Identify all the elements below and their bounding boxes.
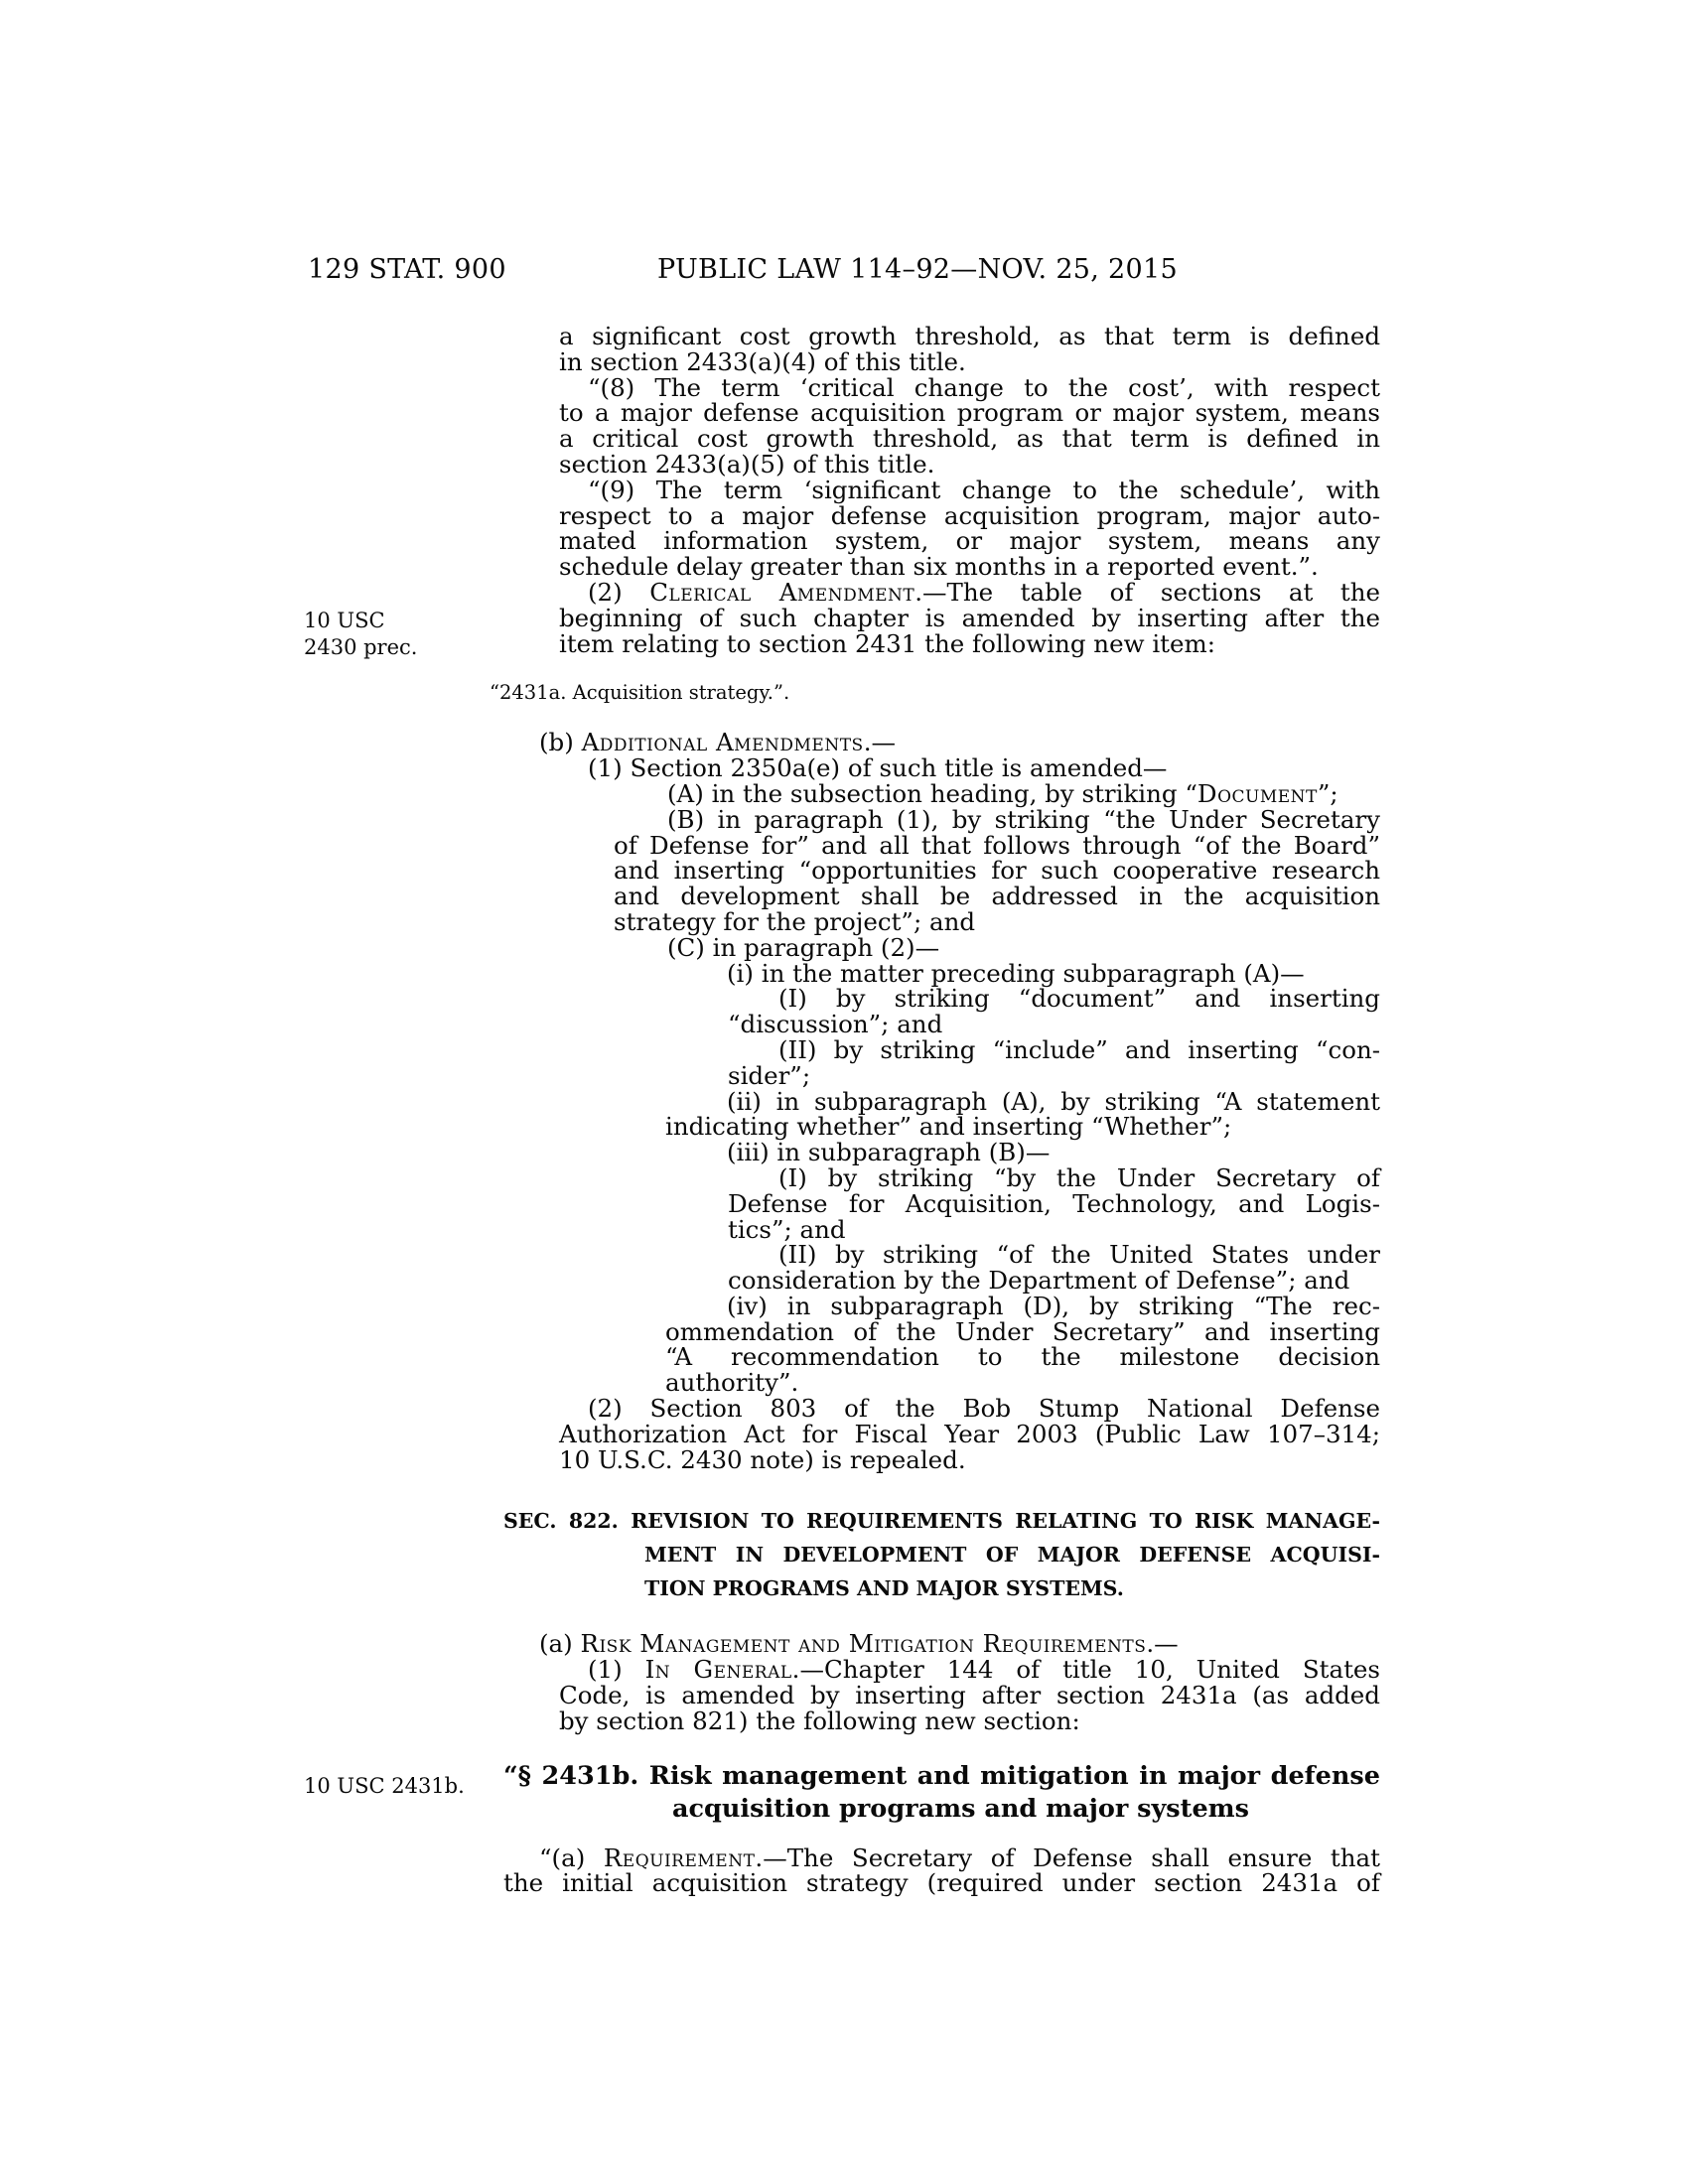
text-line xyxy=(503,603,1380,632)
text-segment: “A recommendation to the milestone decision xyxy=(665,1342,1380,1372)
small-caps-text: Document xyxy=(1196,778,1318,808)
text-segment: (II) by striking “of the United States under xyxy=(778,1240,1380,1270)
text-line xyxy=(503,1683,1380,1708)
text-segment: (2) Section 803 of the Bob Stump National Defense xyxy=(588,1394,1380,1424)
text-segment: MENT IN DEVELOPMENT OF MAJOR DEFENSE ACQUISI- xyxy=(644,1543,1380,1568)
text-line xyxy=(503,1760,1380,1793)
text-line xyxy=(503,906,1380,936)
text-line xyxy=(503,500,1380,530)
text-line xyxy=(503,1538,1380,1571)
text-line xyxy=(503,1162,1380,1192)
text-segment: sider”; xyxy=(728,1060,811,1090)
margin-note-usc-2430-prec xyxy=(304,608,417,661)
text-line xyxy=(503,554,1380,580)
text-segment: Code, is amended by inserting after section 2431a (as added xyxy=(559,1681,1380,1710)
text-segment: section 2433(a)(5) of this title. xyxy=(559,449,935,478)
text-line xyxy=(503,346,1380,376)
text-line xyxy=(503,1504,1380,1538)
text-segment: (i) in the matter preceding subparagraph (A)— xyxy=(727,958,1305,988)
running-header-law-title: PUBLIC LAW 114–92—NOV. 25, 2015 xyxy=(657,254,1178,285)
text-segment: (1) Section 2350a(e) of such title is amended— xyxy=(588,753,1168,783)
text-line xyxy=(503,577,1380,607)
text-segment: .—The table of sections at the xyxy=(914,577,1380,607)
text-line xyxy=(503,1268,1380,1294)
text-segment: ommendation of the Under Secretary” and inserting xyxy=(665,1316,1380,1346)
text-line xyxy=(503,628,1380,658)
text-segment: Authorization Act for Fiscal Year 2003 (Public Law 107–314; xyxy=(559,1419,1380,1448)
text-line xyxy=(503,1316,1380,1346)
text-line xyxy=(503,730,1380,755)
text-segment: SEC. 822. REVISION TO REQUIREMENTS RELATING TO RISK MANAGE- xyxy=(503,1509,1380,1534)
text-line xyxy=(503,932,1380,962)
text-line xyxy=(503,1419,1380,1448)
text-segment: indicating whether” and inserting “Whether”; xyxy=(665,1112,1232,1142)
text-segment: 10 U.S.C. 2430 note) is repealed. xyxy=(559,1444,966,1474)
statute-body-text xyxy=(490,322,1380,1898)
text-segment: “2431a. Acquisition strategy.”. xyxy=(490,681,790,705)
small-caps-text: Clerical Amendment xyxy=(649,577,915,607)
text-segment: beginning of such chapter is amended by inserting after the xyxy=(559,603,1380,632)
small-caps-text: Risk Management and Mitigation Requirements xyxy=(580,1629,1147,1659)
text-segment: (I) by striking “document” and inserting xyxy=(778,984,1380,1014)
text-line xyxy=(503,1140,1380,1165)
text-line xyxy=(503,475,1380,504)
text-segment: (iv) in subparagraph (D), by striking “The rec- xyxy=(727,1291,1380,1320)
text-line xyxy=(503,1631,1380,1657)
text-line xyxy=(503,1571,1380,1605)
text-line xyxy=(503,1242,1380,1268)
text-segment: (II) by striking “include” and inserting “con- xyxy=(778,1034,1380,1064)
text-segment: (I) by striking “by the Under Secretary of xyxy=(778,1162,1380,1192)
text-line xyxy=(503,1845,1380,1871)
text-segment: (C) in paragraph (2)— xyxy=(667,932,940,962)
text-line xyxy=(503,1114,1380,1140)
text-segment: and inserting “opportunities for such cooperative research xyxy=(614,856,1380,886)
text-line xyxy=(503,986,1380,1012)
text-line xyxy=(503,1214,1380,1244)
text-line xyxy=(503,1657,1380,1683)
text-segment: (ii) in subparagraph (A), by striking “A statement xyxy=(727,1086,1380,1116)
text-segment: to a major defense acquisition program or major system, means xyxy=(559,398,1380,428)
small-caps-text: Requirement xyxy=(603,1843,756,1872)
text-segment: Defense for Acquisition, Technology, and Logis- xyxy=(728,1188,1380,1218)
page-number-stat-label: 129 STAT. 900 xyxy=(308,254,506,285)
text-segment: (a) xyxy=(539,1629,581,1659)
text-segment: acquisition programs and major systems xyxy=(672,1793,1250,1824)
text-line xyxy=(503,1444,1380,1474)
text-line xyxy=(503,1870,1380,1896)
text-line xyxy=(503,1793,1380,1826)
text-segment: mated information system, or major system, means any xyxy=(559,526,1380,556)
text-line xyxy=(490,682,1380,704)
text-line xyxy=(503,858,1380,884)
margin-note-usc-2431b xyxy=(304,1773,465,1800)
text-line xyxy=(503,1060,1380,1090)
text-line xyxy=(503,1291,1380,1320)
text-segment: (A) in the subsection heading, by striking “ xyxy=(667,778,1197,808)
text-segment: schedule delay greater than six months in a reported event.”. xyxy=(559,552,1319,582)
text-segment: (B) in paragraph (1), by striking “the Under Secretary xyxy=(667,804,1380,834)
text-line xyxy=(503,1086,1380,1116)
text-segment: .—Chapter 144 of title 10, United States xyxy=(791,1655,1380,1685)
text-segment: “§ 2431b. Risk management and mitigation in major defense xyxy=(503,1760,1380,1791)
text-segment: TION PROGRAMS AND MAJOR SYSTEMS. xyxy=(644,1576,1124,1601)
text-line xyxy=(503,1012,1380,1037)
small-caps-text: Additional Amendments xyxy=(581,728,864,757)
text-line xyxy=(503,1188,1380,1218)
margin-note-line: 2430 prec. xyxy=(304,635,418,659)
text-line xyxy=(503,1396,1380,1422)
text-line xyxy=(503,1344,1380,1370)
text-segment: “(8) The term ‘critical change to the cost’, with respect xyxy=(588,372,1380,402)
text-segment: .— xyxy=(863,728,896,757)
text-segment: ”; xyxy=(1317,778,1338,808)
text-segment: and development shall be addressed in the acquisition xyxy=(614,882,1380,911)
text-line xyxy=(503,1034,1380,1064)
text-segment: authority”. xyxy=(665,1368,799,1398)
text-segment: item relating to section 2431 the following new item: xyxy=(559,628,1216,658)
text-segment: “(a) xyxy=(539,1843,604,1872)
text-line xyxy=(503,400,1380,426)
text-segment: of Defense for” and all that follows through “of the Board” xyxy=(614,830,1380,860)
text-segment: .— xyxy=(1146,1629,1179,1659)
text-segment: strategy for the project”; and xyxy=(614,906,976,936)
text-line xyxy=(503,1370,1380,1396)
text-line xyxy=(503,755,1380,781)
text-segment: a critical cost growth threshold, as that term is defined in xyxy=(559,424,1380,454)
text-line xyxy=(503,426,1380,452)
text-segment: (iii) in subparagraph (B)— xyxy=(727,1138,1051,1167)
text-line xyxy=(503,958,1380,988)
text-line xyxy=(503,372,1380,402)
text-segment: .—The Secretary of Defense shall ensure that xyxy=(755,1843,1380,1872)
text-line xyxy=(503,324,1380,349)
text-segment: tics”; and xyxy=(728,1214,846,1244)
text-segment: the initial acquisition strategy (required under section 2431a of xyxy=(503,1868,1380,1898)
text-line xyxy=(503,884,1380,909)
text-segment: a significant cost growth threshold, as that term is defined xyxy=(559,322,1380,350)
text-segment: consideration by the Department of Defense”; and xyxy=(728,1266,1350,1296)
text-line xyxy=(503,449,1380,478)
text-segment: “discussion”; and xyxy=(728,1010,943,1039)
text-segment: (1) xyxy=(588,1655,645,1685)
margin-note-line: 10 USC 2431b. xyxy=(304,1774,465,1798)
text-line xyxy=(503,778,1380,808)
margin-note-line: 10 USC xyxy=(304,609,385,632)
small-caps-text: In General xyxy=(644,1655,792,1685)
text-line xyxy=(503,528,1380,554)
text-line xyxy=(503,804,1380,834)
text-segment: by section 821) the following new section: xyxy=(559,1706,1080,1735)
text-segment: in section 2433(a)(4) of this title. xyxy=(559,346,966,376)
text-segment: respect to a major defense acquisition program, major auto- xyxy=(559,500,1380,530)
text-segment: (b) xyxy=(539,728,582,757)
text-segment: (2) xyxy=(588,577,650,607)
text-line xyxy=(503,830,1380,860)
text-segment: “(9) The term ‘significant change to the schedule’, with xyxy=(588,475,1380,504)
text-line xyxy=(503,1708,1380,1734)
